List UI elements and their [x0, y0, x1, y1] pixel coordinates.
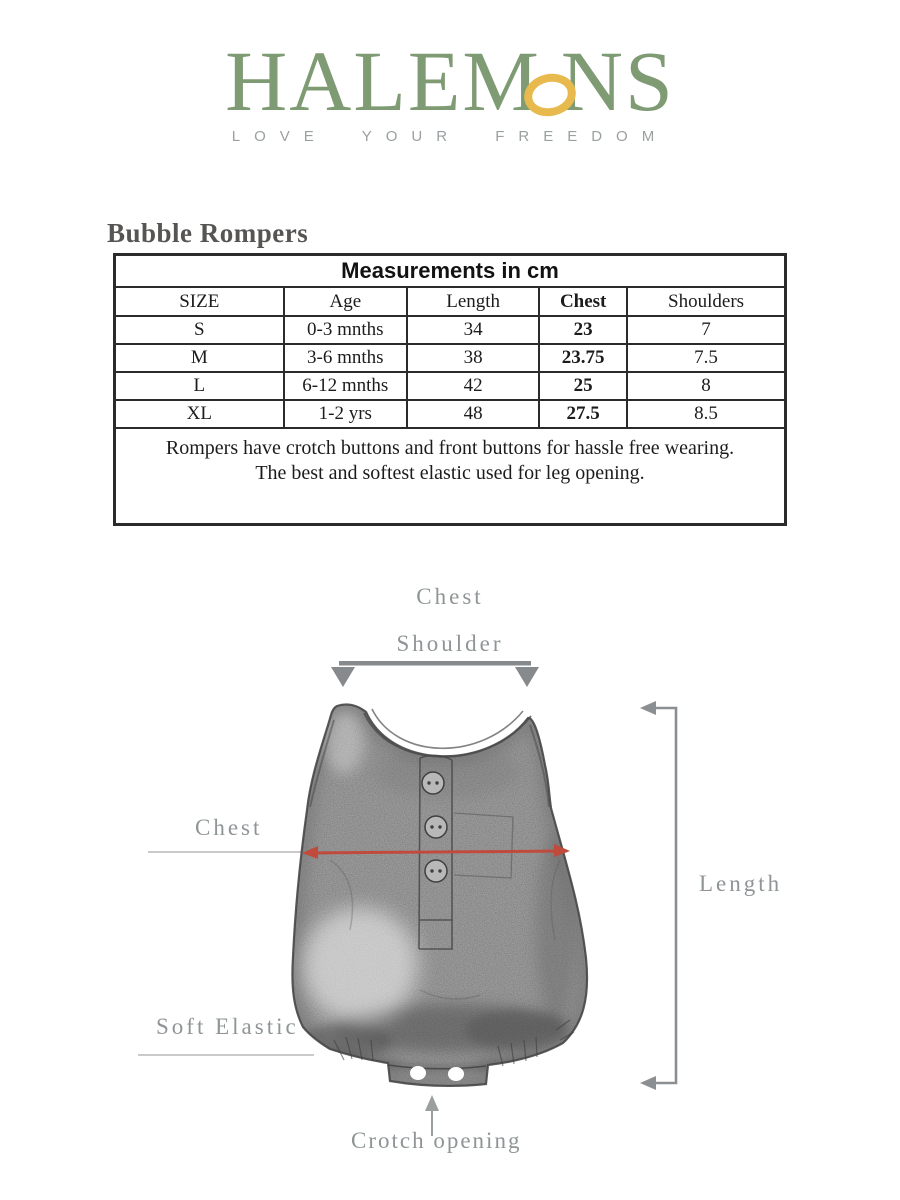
label-shoulder: Shoulder	[396, 631, 504, 656]
label-crotch-opening: Crotch opening	[351, 1128, 522, 1153]
table-row-l	[115, 372, 786, 400]
cell-shoulders: 8	[627, 372, 785, 400]
measurement-diagram	[0, 560, 900, 1200]
cell-age: 0-3 mnths	[284, 316, 407, 344]
cell-chest: 23	[539, 316, 627, 344]
col-header-chest: Chest	[539, 287, 627, 316]
table-note-cell	[115, 428, 786, 525]
brand-logo	[0, 33, 900, 129]
table-header-row	[115, 287, 786, 316]
measurements-table	[113, 253, 787, 526]
cell-size: XL	[115, 400, 284, 428]
note-line-1: Rompers have crotch buttons and front buttons for hassle free wearing.	[165, 437, 735, 459]
table-row-m	[115, 344, 786, 372]
cell-chest: 27.5	[539, 400, 627, 428]
brand-header	[0, 33, 900, 145]
cell-length: 48	[407, 400, 539, 428]
cell-length: 34	[407, 316, 539, 344]
table-title: Measurements in cm	[115, 255, 786, 288]
length-arrow	[640, 701, 676, 1090]
crotch-snap-button	[448, 1067, 464, 1081]
label-chest-top: Chest	[416, 584, 484, 609]
note-line-2: The best and softest elastic used for leg opening.	[255, 462, 645, 484]
romper-garment-sketch	[280, 695, 600, 1095]
cell-age: 1-2 yrs	[284, 400, 407, 428]
crotch-snap-button	[410, 1066, 426, 1080]
cell-shoulders: 7.5	[627, 344, 785, 372]
cell-shoulders: 8.5	[627, 400, 785, 428]
logo-text-left: HALEM	[225, 33, 541, 129]
shoulder-width-arrow	[331, 661, 539, 687]
cell-age: 3-6 mnths	[284, 344, 407, 372]
brand-tagline: LOVE YOUR FREEDOM	[231, 128, 669, 145]
label-chest-left: Chest	[195, 815, 263, 840]
cell-size: L	[115, 372, 284, 400]
table-title-row	[115, 255, 786, 288]
cell-size: S	[115, 316, 284, 344]
cell-age: 6-12 mnths	[284, 372, 407, 400]
table-row-xl	[115, 400, 786, 428]
label-length: Length	[699, 871, 783, 896]
logo-text-right: NS	[560, 33, 675, 129]
front-buttons	[422, 772, 447, 882]
page-title: Bubble Rompers	[107, 218, 309, 248]
table-row-s	[115, 316, 786, 344]
cell-shoulders: 7	[627, 316, 785, 344]
col-header-length: Length	[407, 287, 539, 316]
cell-length: 42	[407, 372, 539, 400]
col-header-shoulders: Shoulders	[627, 287, 785, 316]
table-note-row	[115, 428, 786, 525]
label-soft-elastic: Soft Elastic	[156, 1014, 299, 1039]
col-header-age: Age	[284, 287, 407, 316]
cell-length: 38	[407, 344, 539, 372]
cell-chest: 23.75	[539, 344, 627, 372]
cell-size: M	[115, 344, 284, 372]
col-header-size: SIZE	[115, 287, 284, 316]
cell-chest: 25	[539, 372, 627, 400]
